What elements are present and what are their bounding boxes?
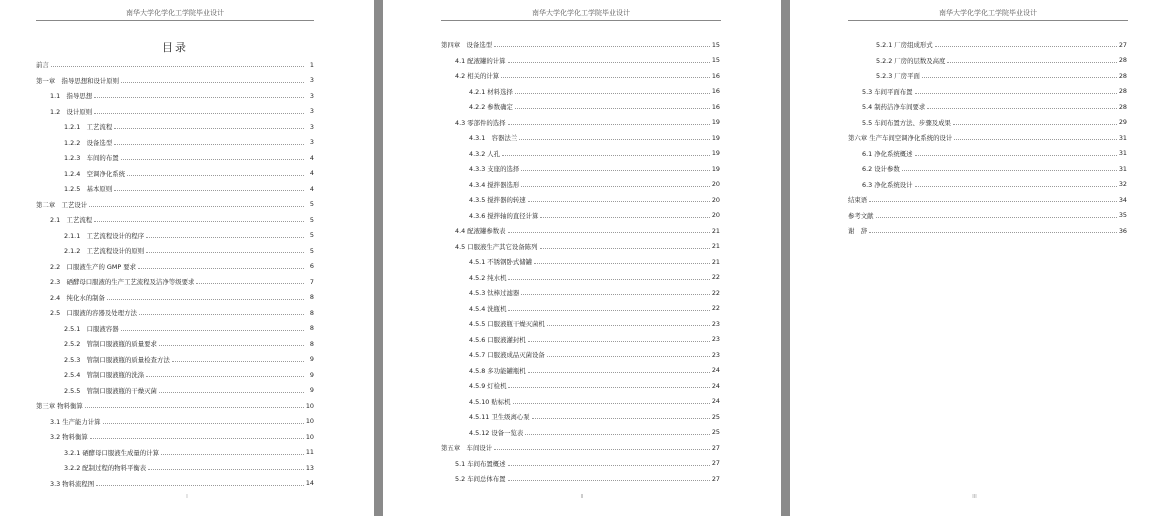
toc-entry-title: 6.3 净化系统设计: [862, 180, 913, 189]
toc-entry-title: 2.5.3 管制口服液瓶的质量检查方法: [64, 355, 170, 364]
toc-entry-page: 31: [1118, 149, 1127, 158]
toc-entry-title: 4.1 配液罐的计算: [455, 56, 506, 65]
toc-entry-title: 2.5 口服液的容器及处理方法: [50, 309, 137, 318]
toc-entry[interactable]: [383, 285, 781, 301]
toc-entry-page: 23: [711, 350, 720, 359]
dot-leader: [528, 201, 710, 202]
document-page-2: [383, 0, 781, 516]
dot-leader: [521, 186, 710, 187]
toc-entry-title: 2.1 工艺流程: [50, 216, 93, 225]
toc-entry-page: 25: [711, 412, 720, 421]
dot-leader: [107, 299, 304, 300]
toc-entry-page: 21: [711, 242, 720, 251]
toc-entry-title: 1.2.2 设备选型: [64, 138, 113, 147]
toc-entry-page: 6: [309, 262, 314, 271]
toc-entry[interactable]: [383, 130, 781, 146]
dot-leader: [954, 139, 1117, 140]
toc-entry-page: 4: [309, 169, 314, 178]
toc-entry-title: 4.3.6 搅拌轴的直径计算: [469, 211, 539, 220]
toc-entry[interactable]: [383, 301, 781, 317]
toc-entry-page: 22: [711, 273, 720, 282]
page-number: II: [580, 494, 584, 500]
toc-entry-title: 5.4 制药洁净车间要求: [862, 103, 926, 112]
toc-entry[interactable]: [790, 37, 1159, 53]
toc-entry-page: 23: [711, 319, 720, 328]
toc-entry-title: 谢 辞: [848, 227, 868, 236]
toc-entry[interactable]: [0, 181, 374, 197]
dot-leader: [508, 279, 709, 280]
dot-leader: [161, 454, 304, 455]
toc-entry-title: 前言: [36, 61, 49, 70]
toc-entry-title: 5.2 车间总体布置: [455, 475, 506, 484]
toc-entry-page: 3: [309, 138, 314, 147]
dot-leader: [114, 144, 304, 145]
toc-entry[interactable]: [0, 445, 374, 461]
dot-leader: [540, 248, 710, 249]
toc-entry-page: 16: [711, 71, 720, 80]
dot-leader: [508, 387, 709, 388]
dot-leader: [947, 62, 1116, 63]
toc-entry-title: 4.5.1 不锈钢卧式储罐: [469, 258, 533, 267]
dot-leader: [915, 186, 1117, 187]
dot-leader: [494, 449, 710, 450]
toc-entry-page: 27: [1118, 40, 1127, 49]
dot-leader: [534, 263, 710, 264]
toc-entry-title: 2.5.1 口服液容器: [64, 324, 119, 333]
toc-entry-page: 20: [711, 180, 720, 189]
document-page-1: [0, 0, 374, 516]
dot-leader: [532, 418, 710, 419]
dot-leader: [127, 175, 304, 176]
toc-entry-page: 4: [309, 184, 314, 193]
toc-entry-page: 28: [1118, 87, 1127, 96]
dot-leader: [547, 356, 710, 357]
toc-entry-page: 15: [711, 40, 720, 49]
toc-entry-page: 5: [309, 200, 314, 209]
toc-entry[interactable]: [0, 228, 374, 244]
toc-entry-title: 第五章 车间设计: [441, 444, 493, 453]
toc-entry-title: 2.4 纯化水的制备: [50, 293, 105, 302]
toc-entry-page: 8: [309, 324, 314, 333]
dot-leader: [528, 341, 710, 342]
toc-entry-page: 3: [309, 91, 314, 100]
toc-entry-title: 4.2.2 参数确定: [469, 103, 513, 112]
toc-entry-title: 1.2.1 工艺流程: [64, 123, 113, 132]
toc-entry[interactable]: [383, 84, 781, 100]
dot-leader: [953, 124, 1117, 125]
toc-entry-title: 2.1.2 工艺流程设计的原则: [64, 247, 145, 256]
toc-entry-page: 19: [711, 149, 720, 158]
toc-entry-title: 5.3 车间平面布置: [862, 87, 913, 96]
toc-entry-page: 5: [309, 215, 314, 224]
dot-leader: [547, 325, 710, 326]
dot-leader: [508, 62, 710, 63]
toc-entry-title: 参考文献: [848, 211, 874, 220]
toc-entry-title: 6.1 净化系统概述: [862, 149, 913, 158]
toc-entry[interactable]: [383, 192, 781, 208]
dot-leader: [146, 252, 304, 253]
toc-entry[interactable]: [0, 197, 374, 213]
dot-leader: [94, 221, 304, 222]
toc-entry[interactable]: [0, 274, 374, 290]
toc-entry[interactable]: [383, 471, 781, 487]
page-number: I: [186, 494, 188, 500]
dot-leader: [138, 268, 304, 269]
toc-entry-title: 2.5.4 管制口服液瓶的洗涤: [64, 371, 145, 380]
page-header: 南华大学化学化工学院毕业设计: [848, 8, 1128, 21]
toc-entry-title: 2.5.5 管制口服液瓶的干燥灭菌: [64, 386, 157, 395]
toc-entry-page: 10: [305, 401, 314, 410]
toc-entry[interactable]: [0, 135, 374, 151]
toc-entry-title: 4.5.9 灯检机: [469, 382, 507, 391]
toc-entry-page: 13: [305, 463, 314, 472]
dot-leader: [528, 372, 710, 373]
toc-entry-title: 6.2 设计参数: [862, 165, 900, 174]
toc-entry-page: 25: [711, 428, 720, 437]
toc-entry-title: 1.2.4 空调净化系统: [64, 169, 125, 178]
dot-leader: [876, 217, 1117, 218]
toc-entry[interactable]: [790, 223, 1159, 239]
dot-leader: [927, 108, 1117, 109]
toc-entry-title: 2.1.1 工艺流程设计的程序: [64, 231, 145, 240]
toc-entry[interactable]: [383, 146, 781, 162]
toc-entry-title: 4.3.4 搅拌器选形: [469, 180, 520, 189]
toc-entries: [383, 37, 781, 487]
toc-entry[interactable]: [383, 254, 781, 270]
toc-entry-page: 16: [711, 102, 720, 111]
toc-entry[interactable]: [383, 440, 781, 456]
toc-entry-page: 24: [711, 366, 720, 375]
toc-entry-title: 4.5.3 钛棒过滤器: [469, 289, 520, 298]
toc-entry-page: 14: [305, 479, 314, 488]
dot-leader: [915, 155, 1117, 156]
toc-entry[interactable]: [0, 305, 374, 321]
toc-entry[interactable]: [0, 259, 374, 275]
toc-entry-title: 4.3.1 容器法兰: [469, 134, 518, 143]
toc-entry[interactable]: [383, 68, 781, 84]
toc-entry-page: 21: [711, 257, 720, 266]
toc-entry[interactable]: [0, 429, 374, 445]
toc-entry-title: 4.3.3 支座的选择: [469, 165, 520, 174]
toc-entry-page: 3: [309, 122, 314, 131]
toc-entry-page: 27: [711, 474, 720, 483]
toc-entry-page: 10: [305, 432, 314, 441]
toc-entry-page: 23: [711, 335, 720, 344]
toc-entry-title: 3.2.1 硒酵母口服液生成量的计算: [64, 448, 159, 457]
toc-entry[interactable]: [0, 398, 374, 414]
toc-entries: [0, 57, 374, 491]
toc-entry-page: 31: [1118, 133, 1127, 142]
dot-leader: [114, 128, 304, 129]
dot-leader: [869, 201, 1117, 202]
toc-entry-page: 11: [305, 448, 314, 457]
toc-entry-title: 5.2.1 厂房组成形式: [876, 41, 933, 50]
toc-entry-page: 19: [711, 164, 720, 173]
toc-entry-page: 27: [711, 443, 720, 452]
toc-entry-title: 2.2 口服液生产的 GMP 要求: [50, 262, 137, 271]
toc-entry[interactable]: [0, 352, 374, 368]
toc-entry[interactable]: [790, 53, 1159, 69]
toc-entry[interactable]: [383, 239, 781, 255]
toc-entry[interactable]: [383, 316, 781, 332]
toc-entry-title: 5.1 车间布置概述: [455, 459, 506, 468]
toc-entry[interactable]: [790, 115, 1159, 131]
toc-entry[interactable]: [383, 223, 781, 239]
toc-entry[interactable]: [383, 53, 781, 69]
toc-entry-title: 3.2.2 配制过程的物料平衡表: [64, 464, 147, 473]
page-header: 南华大学化学化工学院毕业设计: [441, 8, 721, 21]
toc-entry[interactable]: [383, 409, 781, 425]
dot-leader: [94, 113, 304, 114]
dot-leader: [494, 46, 710, 47]
toc-entry[interactable]: [0, 460, 374, 476]
toc-entry-page: 21: [711, 226, 720, 235]
toc-entry[interactable]: [790, 68, 1159, 84]
dot-leader: [139, 314, 304, 315]
toc-entry[interactable]: [383, 347, 781, 363]
toc-entry[interactable]: [383, 115, 781, 131]
toc-entry[interactable]: [0, 166, 374, 182]
toc-entry-title: 第二章 工艺设计: [36, 200, 88, 209]
toc-entry[interactable]: [383, 99, 781, 115]
toc-entry-page: 5: [309, 246, 314, 255]
toc-entry[interactable]: [790, 208, 1159, 224]
dot-leader: [146, 376, 304, 377]
toc-entry-title: 3.1 生产能力计算: [50, 417, 101, 426]
toc-entry-title: 第四章 设备选型: [441, 41, 493, 50]
dot-leader: [515, 93, 710, 94]
toc-entry-page: 19: [711, 118, 720, 127]
toc-entry[interactable]: [0, 383, 374, 399]
toc-entry-page: 24: [711, 381, 720, 390]
toc-entry[interactable]: [383, 456, 781, 472]
toc-entry-title: 4.5 口服液生产其它设备陈列: [455, 242, 538, 251]
dot-leader: [508, 124, 710, 125]
document-page-3: [790, 0, 1159, 516]
toc-entry-page: 9: [309, 355, 314, 364]
toc-entry[interactable]: [790, 192, 1159, 208]
toc-entry[interactable]: [790, 99, 1159, 115]
toc-entry-page: 7: [309, 277, 314, 286]
toc-entry-page: 4: [309, 153, 314, 162]
dot-leader: [902, 170, 1117, 171]
toc-entry[interactable]: [383, 332, 781, 348]
dot-leader: [172, 361, 304, 362]
toc-entry-title: 4.5.5 口服液瓶干燥灭菌机: [469, 320, 545, 329]
toc-entry[interactable]: [0, 212, 374, 228]
dot-leader: [121, 159, 304, 160]
toc-entry[interactable]: [0, 367, 374, 383]
toc-entry-title: 4.5.10 贴标机: [469, 397, 511, 406]
toc-entry-page: 28: [1118, 56, 1127, 65]
dot-leader: [508, 232, 710, 233]
dot-leader: [89, 206, 304, 207]
dot-leader: [513, 403, 710, 404]
dot-leader: [51, 66, 304, 67]
toc-entry-page: 35: [1118, 211, 1127, 220]
toc-entry-page: 16: [711, 87, 720, 96]
toc-entry-page: 10: [305, 417, 314, 426]
toc-entry-page: 15: [711, 56, 720, 65]
toc-entry-title: 5.5 车间布置方法、步骤及成果: [862, 118, 951, 127]
toc-entry[interactable]: [0, 88, 374, 104]
toc-entry-title: 4.5.12 设备一览表: [469, 428, 524, 437]
toc-entry-title: 1.2.3 车间的布置: [64, 154, 119, 163]
dot-leader: [508, 465, 710, 466]
toc-entry[interactable]: [790, 161, 1159, 177]
toc-entry-page: 8: [309, 339, 314, 348]
toc-entry-title: 5.2.3 厂房平面: [876, 72, 920, 81]
dot-leader: [94, 97, 304, 98]
dot-leader: [196, 283, 304, 284]
dot-leader: [515, 108, 710, 109]
toc-entry-title: 2.3 硒酵母口服液的生产工艺流程及洁净等级要求: [50, 278, 195, 287]
toc-entry-title: 4.5.7 口服液成品灭菌设备: [469, 351, 545, 360]
toc-entry-page: 20: [711, 195, 720, 204]
toc-entry[interactable]: [0, 476, 374, 492]
toc-entry-title: 第一章 指导思想和设计原则: [36, 76, 120, 85]
dot-leader: [922, 77, 1117, 78]
dot-leader: [540, 217, 709, 218]
toc-entry-title: 第三章 物料衡算: [36, 402, 83, 411]
dot-leader: [915, 93, 1117, 94]
toc-entry[interactable]: [383, 363, 781, 379]
toc-entry[interactable]: [0, 150, 374, 166]
toc-entry[interactable]: [790, 177, 1159, 193]
toc-entry-title: 4.3.5 搅拌器的转速: [469, 196, 526, 205]
toc-entry-page: 27: [711, 459, 720, 468]
toc-entry-title: 5.2.2 厂房的层数及高度: [876, 56, 946, 65]
dot-leader: [148, 469, 304, 470]
toc-entry-title: 3.2 物料衡算: [50, 433, 88, 442]
toc-entry[interactable]: [0, 119, 374, 135]
dot-leader: [121, 82, 304, 83]
toc-entry[interactable]: [383, 378, 781, 394]
dot-leader: [114, 190, 304, 191]
toc-entry-title: 1.2 设计原则: [50, 107, 93, 116]
toc-entry[interactable]: [383, 425, 781, 441]
dot-leader: [521, 170, 710, 171]
toc-entry-page: 22: [711, 304, 720, 313]
toc-entry-title: 1.2.5 基本原则: [64, 185, 113, 194]
toc-entry[interactable]: [0, 414, 374, 430]
page-header: 南华大学化学化工学院毕业设计: [36, 8, 314, 21]
dot-leader: [121, 330, 304, 331]
dot-leader: [501, 77, 710, 78]
toc-entry[interactable]: [0, 57, 374, 73]
dot-leader: [869, 232, 1117, 233]
toc-entry-page: 34: [1118, 195, 1127, 204]
toc-entry[interactable]: [0, 321, 374, 337]
toc-entry[interactable]: [383, 270, 781, 286]
toc-entry-page: 1: [309, 60, 314, 69]
toc-entry-page: 24: [711, 397, 720, 406]
toc-entry-page: 36: [1118, 226, 1127, 235]
dot-leader: [103, 423, 304, 424]
toc-entry-title: 第六章 生产车间空调净化系统的设计: [848, 134, 953, 143]
dot-leader: [159, 392, 304, 393]
toc-entry-title: 4.3 零部件的选择: [455, 118, 506, 127]
toc-entry[interactable]: [383, 208, 781, 224]
dot-leader: [508, 310, 709, 311]
toc-entry-title: 4.3.2 人孔: [469, 149, 501, 158]
toc-entry-page: 9: [309, 386, 314, 395]
toc-entries: [790, 37, 1159, 239]
toc-entry-title: 4.5.4 洗瓶机: [469, 304, 507, 313]
toc-entry-title: 4.5.11 卫生级离心泵: [469, 413, 530, 422]
dot-leader: [502, 155, 710, 156]
toc-entry-page: 19: [711, 133, 720, 142]
dot-leader: [935, 46, 1117, 47]
toc-entry-page: 3: [309, 107, 314, 116]
dot-leader: [146, 237, 304, 238]
toc-entry-title: 4.2 相关的计算: [455, 72, 500, 81]
toc-title: 目录: [162, 41, 188, 54]
toc-entry-title: 4.5.8 多功能罐瓶机: [469, 366, 526, 375]
dot-leader: [508, 480, 710, 481]
toc-entry[interactable]: [790, 146, 1159, 162]
dot-leader: [85, 407, 304, 408]
toc-entry-page: 5: [309, 231, 314, 240]
toc-entry[interactable]: [0, 243, 374, 259]
dot-leader: [525, 434, 710, 435]
toc-entry[interactable]: [790, 84, 1159, 100]
dot-leader: [521, 294, 710, 295]
toc-entry-page: 8: [309, 293, 314, 302]
toc-entry-page: 20: [711, 211, 720, 220]
toc-entry-page: 9: [309, 370, 314, 379]
toc-entry[interactable]: [383, 177, 781, 193]
toc-entry-page: 29: [1118, 118, 1127, 127]
toc-entry-page: 22: [711, 288, 720, 297]
toc-entry[interactable]: [0, 104, 374, 120]
toc-entry[interactable]: [790, 130, 1159, 146]
toc-entry[interactable]: [383, 37, 781, 53]
toc-entry-page: 3: [309, 76, 314, 85]
dot-leader: [159, 345, 304, 346]
dot-leader: [96, 485, 304, 486]
toc-entry-page: 8: [309, 308, 314, 317]
toc-entry-page: 28: [1118, 71, 1127, 80]
toc-entry-title: 2.5.2 管制口服液瓶的质量要求: [64, 340, 157, 349]
toc-entry-page: 32: [1118, 180, 1127, 189]
toc-entry-title: 4.5.6 口服液灌封机: [469, 335, 526, 344]
toc-entry-title: 4.4 配液罐参数表: [455, 227, 506, 236]
toc-entry[interactable]: [383, 394, 781, 410]
toc-entry[interactable]: [0, 336, 374, 352]
toc-entry-title: 结束语: [848, 196, 868, 205]
toc-entry-title: 1.1 指导思想: [50, 92, 93, 101]
toc-entry-page: 28: [1118, 102, 1127, 111]
dot-leader: [519, 139, 710, 140]
toc-entry-title: 4.5.2 纯水机: [469, 273, 507, 282]
toc-entry-page: 31: [1118, 164, 1127, 173]
page-number: III: [972, 494, 977, 500]
dot-leader: [90, 438, 304, 439]
toc-entry[interactable]: [383, 161, 781, 177]
toc-entry[interactable]: [0, 290, 374, 306]
toc-entry-title: 4.2.1 材料选择: [469, 87, 513, 96]
toc-entry-title: 3.3 物料流程图: [50, 479, 95, 488]
toc-entry[interactable]: [0, 73, 374, 89]
